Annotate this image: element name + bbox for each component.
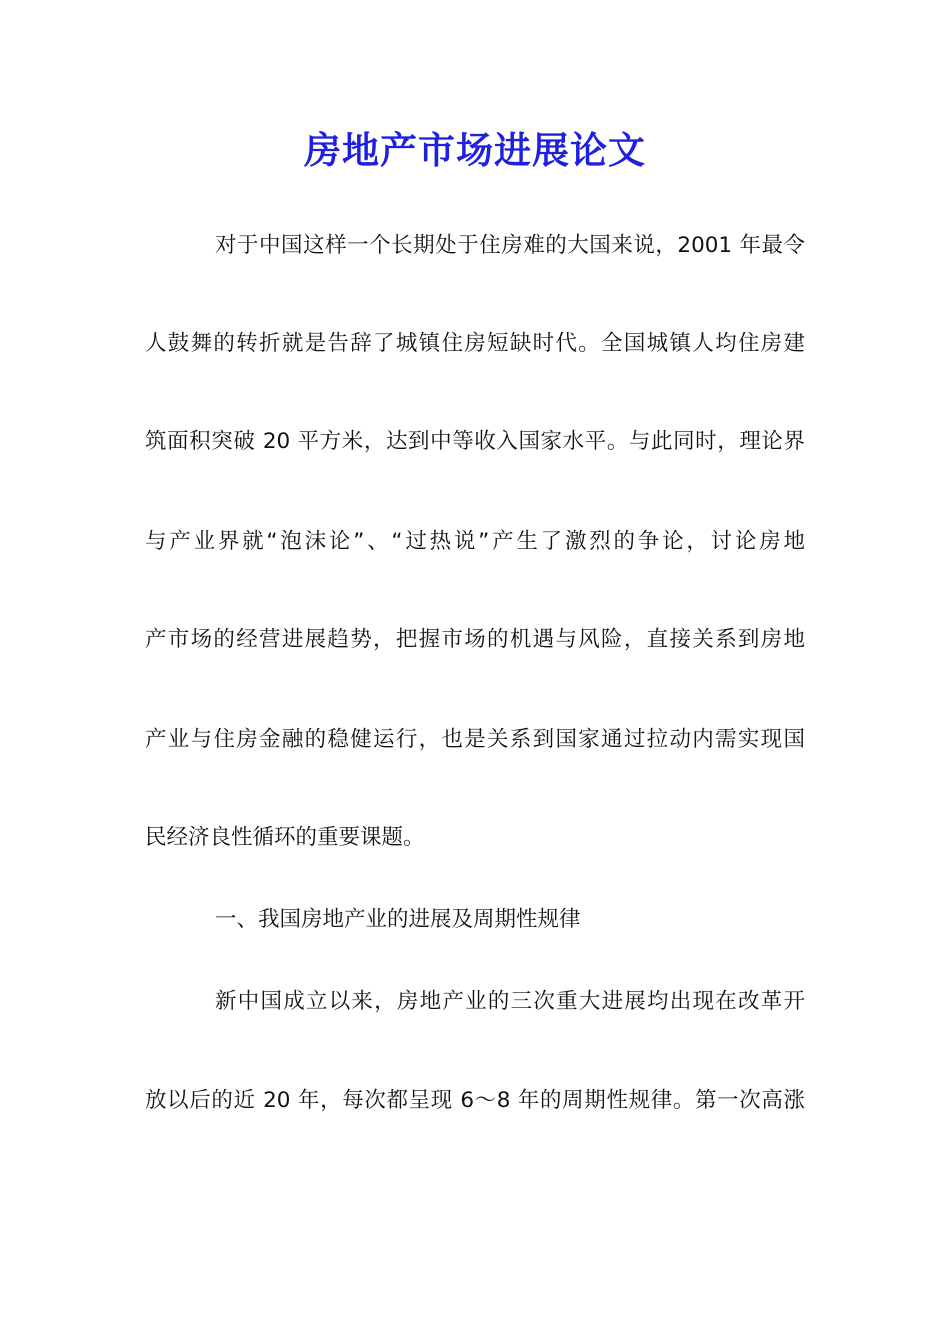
paragraph-line: 筑面积突破 20 平方米，达到中等收入国家水平。与此同时，理论界 <box>145 429 805 454</box>
paragraph-line: 产业与住房金融的稳健运行，也是关系到国家通过拉动内需实现国 <box>145 727 805 752</box>
document-title: 房地产市场进展论文 <box>304 128 646 172</box>
paragraph-line: 新中国成立以来，房地产业的三次重大进展均出现在改革开 <box>215 989 805 1014</box>
paragraph-line: 与产业界就“泡沫论”、“过热说”产生了激烈的争论，讨论房地 <box>145 529 805 554</box>
section-heading: 一、我国房地产业的进展及周期性规律 <box>215 907 581 932</box>
paragraph-line: 对于中国这样一个长期处于住房难的大国来说，2001 年最令 <box>215 233 805 258</box>
paragraph-line: 民经济良性循环的重要课题。 <box>145 825 425 850</box>
paragraph-line: 放以后的近 20 年，每次都呈现 6～8 年的周期性规律。第一次高涨 <box>145 1088 805 1113</box>
paragraph-line: 产市场的经营进展趋势，把握市场的机遇与风险，直接关系到房地 <box>145 627 805 652</box>
paragraph-line: 人鼓舞的转折就是告辞了城镇住房短缺时代。全国城镇人均住房建 <box>145 331 805 356</box>
